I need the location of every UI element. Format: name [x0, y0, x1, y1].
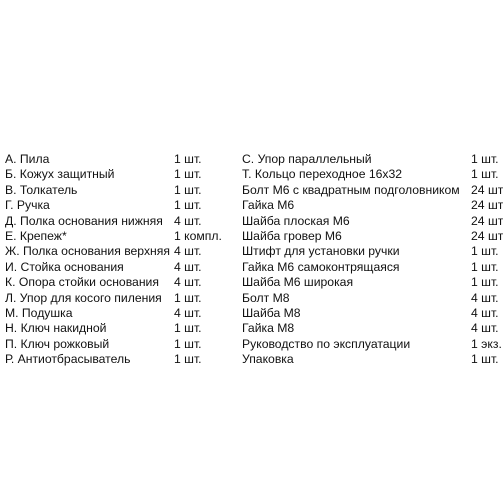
item-name: Штифт для установки ручки	[242, 244, 400, 259]
item-name: Шайба М6 широкая	[242, 275, 354, 290]
item-quantity: 4 шт.	[174, 305, 202, 320]
item-quantity: 1 экз.	[471, 336, 502, 351]
item-name: К. Опора стойки основания	[5, 275, 159, 290]
item-quantity: 1 шт.	[471, 167, 499, 182]
item-quantity: 24 шт	[471, 228, 503, 243]
item-quantity: 4 шт.	[471, 321, 499, 336]
item-name: Б. Кожух защитный	[5, 167, 115, 182]
item-quantity: 1 шт.	[471, 152, 499, 166]
item-quantity: 1 шт.	[471, 275, 499, 290]
item-quantity: 1 шт.	[174, 336, 202, 351]
item-quantity: 24 шт	[471, 198, 503, 213]
item-name: Шайба плоская М6	[242, 213, 350, 228]
item-quantity: 4 шт.	[471, 305, 499, 320]
item-name: Д. Полка основания нижняя	[5, 213, 163, 228]
item-quantity: 4 шт.	[471, 290, 499, 305]
item-name: С. Упор параллельный	[242, 152, 372, 166]
item-name: Упаковка	[242, 352, 294, 367]
item-quantity: 24 шт	[471, 213, 503, 228]
item-name: Болт М6 с квадратным подголовником	[242, 182, 460, 197]
item-quantity: 1 шт.	[471, 244, 499, 259]
item-quantity: 1 шт.	[174, 321, 202, 336]
item-name: Р. Антиотбрасыватель	[5, 352, 131, 367]
item-quantity: 1 шт.	[174, 352, 202, 367]
item-quantity: 1 шт.	[471, 259, 499, 274]
item-quantity: 1 шт.	[174, 182, 202, 197]
item-name: Гайка М6 самоконтрящаяся	[242, 259, 400, 274]
item-name: Л. Упор для косого пиления	[5, 290, 162, 305]
item-name: Е. Крепеж*	[5, 228, 67, 243]
item-name: Болт М8	[242, 290, 290, 305]
item-quantity: 1 шт.	[174, 290, 202, 305]
item-name: В. Толкатель	[5, 182, 78, 197]
item-quantity: 24 шт	[471, 182, 503, 197]
item-quantity: 1 компл.	[174, 228, 222, 243]
item-quantity: 4 шт.	[174, 213, 202, 228]
item-name: А. Пила	[5, 152, 50, 166]
item-quantity: 4 шт.	[174, 275, 202, 290]
item-name: И. Стойка основания	[5, 259, 124, 274]
item-quantity: 1 шт.	[174, 198, 202, 213]
item-name: Т. Кольцо переходное 16х32	[242, 167, 403, 182]
item-name: М. Подушка	[5, 305, 73, 320]
item-quantity: 4 шт.	[174, 244, 202, 259]
item-quantity: 1 шт.	[174, 152, 202, 166]
item-quantity: 1 шт.	[174, 167, 202, 182]
item-name: Н. Ключ накидной	[5, 321, 107, 336]
item-quantity: 1 шт.	[471, 352, 499, 367]
item-name: Гайка М8	[242, 321, 295, 336]
item-name: Руководство по эксплуатации	[242, 336, 411, 351]
item-name: Г. Ручка	[5, 198, 50, 213]
item-name: Ж. Полка основания верхняя	[5, 244, 170, 259]
item-name: П. Ключ рожковый	[5, 336, 110, 351]
item-name: Шайба гровер М6	[242, 228, 342, 243]
item-quantity: 4 шт.	[174, 259, 202, 274]
item-name: Гайка М6	[242, 198, 295, 213]
item-name: Шайба М8	[242, 305, 301, 320]
